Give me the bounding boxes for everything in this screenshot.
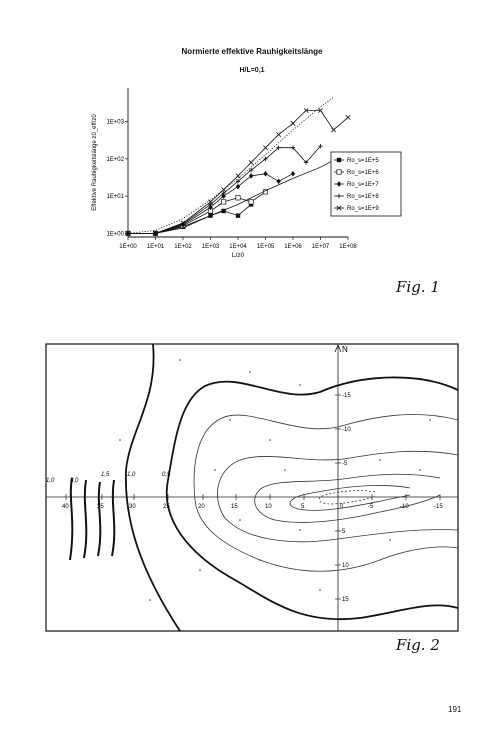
axis-label: 40 <box>62 504 69 510</box>
north-axis-label: 15 <box>342 597 349 603</box>
x-tick-label: 1E+02 <box>174 244 192 250</box>
contour-line <box>126 344 180 631</box>
chart-title: Normierte effektive Rauhigkeitslänge <box>181 47 323 56</box>
axis-label: 25 <box>163 504 170 510</box>
map-frame <box>46 344 458 631</box>
y-axis-label: Effektive Rauhigkeitslänge z0_eff/z0 <box>92 114 98 211</box>
x-tick-label: 1E+07 <box>311 244 330 250</box>
contour-line <box>98 482 100 556</box>
y-tick-label: 1E+02 <box>106 156 124 163</box>
y-tick-label: 1E+01 <box>106 194 124 201</box>
north-axis-label: 10 <box>342 563 349 569</box>
y-tick-label: 1E+03 <box>106 119 124 126</box>
x-tick-label: 1E+03 <box>201 244 220 250</box>
x-tick-label: 1E+04 <box>229 244 247 250</box>
y-tick-label: 1E+00 <box>106 231 124 238</box>
north-axis-label: -15 <box>342 393 351 399</box>
legend-entry: Ro_s=1E+8 <box>347 194 379 200</box>
page-number: 191 <box>448 705 462 714</box>
north-axis-label: -5 <box>342 461 348 467</box>
legend-entry: Ro_s=1E+6 <box>347 170 379 176</box>
contour-label: 1,5 <box>101 472 110 478</box>
axis-label: 0 <box>340 504 344 510</box>
contour-line <box>70 478 72 560</box>
figure-1-label: Fig. 1 <box>396 278 440 296</box>
chart-subtitle: H/L=0,1 <box>239 67 265 74</box>
axis-label: -15 <box>434 504 443 510</box>
legend-entry: Ro_s=1E+9 <box>347 206 379 212</box>
contour-line <box>290 485 410 510</box>
x-tick-label: 1E+08 <box>339 244 357 250</box>
contour-line <box>255 474 440 522</box>
legend-entry: Ro_s=1E+5 <box>347 158 379 164</box>
x-tick-label: 1E+00 <box>119 244 137 250</box>
x-tick-label: 1E+05 <box>256 244 275 250</box>
axis-label: 15 <box>231 504 238 510</box>
contour-label: 0,5 <box>162 472 171 478</box>
x-tick-label: 1E+06 <box>284 244 302 250</box>
north-label: N <box>342 345 348 354</box>
contour-label: 1,0 <box>127 472 136 478</box>
axis-label: 20 <box>198 504 205 510</box>
contour-label: 1,0 <box>46 478 55 484</box>
axis-label: -5 <box>368 504 374 510</box>
axis-label: 30 <box>129 504 136 510</box>
contour-line <box>84 480 86 558</box>
contour-line <box>167 377 458 619</box>
x-axis-label: L/z0 <box>231 252 245 259</box>
contour-line <box>194 415 458 572</box>
x-tick-label: 1E+01 <box>146 244 165 250</box>
axis-label: 35 <box>97 504 104 510</box>
north-axis-label: 5 <box>342 529 346 535</box>
legend-entry: Ro_s=1E+7 <box>347 182 379 188</box>
axis-label: -10 <box>400 504 409 510</box>
axis-label: 5 <box>301 504 305 510</box>
contour-label: 3,0 <box>70 478 79 484</box>
contour-line <box>112 480 114 556</box>
north-axis-label: -10 <box>342 427 351 433</box>
axis-label: 10 <box>265 504 272 510</box>
figure-2-label: Fig. 2 <box>396 636 440 654</box>
